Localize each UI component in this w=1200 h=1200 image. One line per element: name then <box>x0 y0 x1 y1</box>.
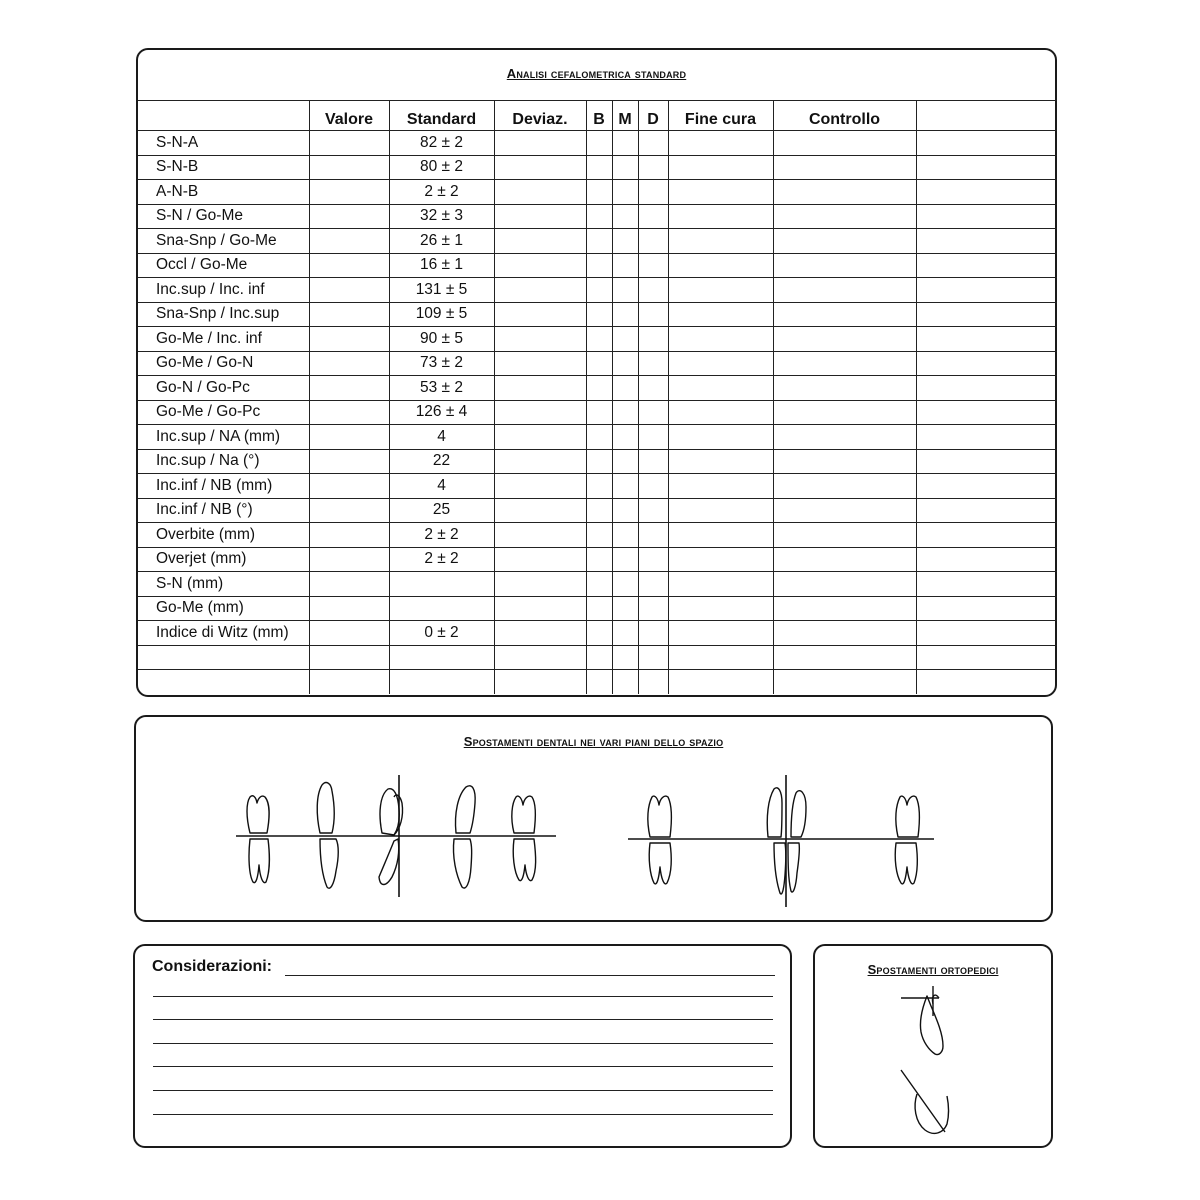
fine-cura-cell[interactable] <box>668 278 773 303</box>
extra-cell[interactable] <box>916 204 1057 229</box>
fine-cura-cell[interactable] <box>668 621 773 646</box>
fine-cura-cell[interactable] <box>668 376 773 401</box>
b-cell[interactable] <box>586 572 612 597</box>
standard-value: 22 <box>389 449 494 474</box>
d-cell[interactable] <box>638 621 668 646</box>
controllo-cell[interactable] <box>773 596 916 621</box>
m-cell[interactable] <box>612 351 638 376</box>
controllo-cell[interactable] <box>773 351 916 376</box>
m-cell[interactable] <box>612 278 638 303</box>
row-label: S-N-B <box>138 155 309 180</box>
table-row <box>138 155 1057 180</box>
teeth-diagram <box>136 717 1051 920</box>
extra-cell[interactable] <box>916 621 1057 646</box>
valore-cell[interactable] <box>309 229 389 254</box>
b-cell[interactable] <box>586 425 612 450</box>
deviaz-cell[interactable] <box>494 253 586 278</box>
deviaz-cell[interactable] <box>494 278 586 303</box>
table-row <box>138 229 1057 254</box>
fine-cura-cell[interactable] <box>668 670 773 694</box>
tooth-icon <box>895 796 919 884</box>
fine-cura-cell[interactable] <box>668 400 773 425</box>
extra-cell[interactable] <box>916 229 1057 254</box>
valore-cell[interactable] <box>309 596 389 621</box>
valore-cell[interactable] <box>309 474 389 499</box>
standard-value: 131 ± 5 <box>389 278 494 303</box>
d-cell[interactable] <box>638 425 668 450</box>
m-cell[interactable] <box>612 229 638 254</box>
header-fine-cura: Fine cura <box>668 101 773 131</box>
standard-value: 2 ± 2 <box>389 547 494 572</box>
valore-cell[interactable] <box>309 621 389 646</box>
b-cell[interactable] <box>586 596 612 621</box>
header-d: D <box>638 101 668 131</box>
fine-cura-cell[interactable] <box>668 302 773 327</box>
fine-cura-cell[interactable] <box>668 547 773 572</box>
valore-cell[interactable] <box>309 204 389 229</box>
m-cell[interactable] <box>612 327 638 352</box>
controllo-cell[interactable] <box>773 253 916 278</box>
writing-line[interactable] <box>285 975 775 976</box>
upper-tooth-icon <box>920 996 943 1055</box>
table-row <box>138 425 1057 450</box>
b-cell[interactable] <box>586 253 612 278</box>
controllo-cell[interactable] <box>773 645 916 670</box>
table-row <box>138 302 1057 327</box>
d-cell[interactable] <box>638 400 668 425</box>
valore-cell[interactable] <box>309 498 389 523</box>
orthopedic-diagram <box>815 946 1051 1146</box>
controllo-cell[interactable] <box>773 278 916 303</box>
deviaz-cell[interactable] <box>494 596 586 621</box>
header-valore: Valore <box>309 101 389 131</box>
b-cell[interactable] <box>586 523 612 548</box>
valore-cell[interactable] <box>309 180 389 205</box>
table-row <box>138 523 1057 548</box>
table-row <box>138 449 1057 474</box>
standard-value: 109 ± 5 <box>389 302 494 327</box>
d-cell[interactable] <box>638 645 668 670</box>
d-cell[interactable] <box>638 449 668 474</box>
table-row <box>138 474 1057 499</box>
deviaz-cell[interactable] <box>494 204 586 229</box>
row-label: Go-Me / Inc. inf <box>138 327 309 352</box>
fine-cura-cell[interactable] <box>668 204 773 229</box>
d-cell[interactable] <box>638 376 668 401</box>
d-cell[interactable] <box>638 180 668 205</box>
m-cell[interactable] <box>612 204 638 229</box>
deviaz-cell[interactable] <box>494 155 586 180</box>
writing-line[interactable] <box>153 1043 773 1044</box>
extra-cell[interactable] <box>916 425 1057 450</box>
deviaz-cell[interactable] <box>494 302 586 327</box>
fine-cura-cell[interactable] <box>668 498 773 523</box>
controllo-cell[interactable] <box>773 155 916 180</box>
b-cell[interactable] <box>586 229 612 254</box>
deviaz-cell[interactable] <box>494 523 586 548</box>
diagonal-line <box>901 1070 945 1132</box>
extra-cell[interactable] <box>916 645 1057 670</box>
standard-value: 26 ± 1 <box>389 229 494 254</box>
standard-value <box>389 670 494 694</box>
fine-cura-cell[interactable] <box>668 596 773 621</box>
spostamenti-ortopedici-panel <box>813 944 1053 1148</box>
extra-cell[interactable] <box>916 351 1057 376</box>
extra-cell[interactable] <box>916 449 1057 474</box>
controllo-cell[interactable] <box>773 621 916 646</box>
standard-value: 0 ± 2 <box>389 621 494 646</box>
standard-value: 2 ± 2 <box>389 523 494 548</box>
table-row <box>138 621 1057 646</box>
row-label: Go-Me / Go-N <box>138 351 309 376</box>
header-label <box>138 101 309 131</box>
controllo-cell[interactable] <box>773 376 916 401</box>
standard-value: 25 <box>389 498 494 523</box>
extra-cell[interactable] <box>916 572 1057 597</box>
b-cell[interactable] <box>586 547 612 572</box>
controllo-cell[interactable] <box>773 425 916 450</box>
controllo-cell[interactable] <box>773 474 916 499</box>
header-deviaz: Deviaz. <box>494 101 586 131</box>
deviaz-cell[interactable] <box>494 229 586 254</box>
row-label: Inc.inf / NB (°) <box>138 498 309 523</box>
controllo-cell[interactable] <box>773 449 916 474</box>
m-cell[interactable] <box>612 645 638 670</box>
table-row <box>138 572 1057 597</box>
spostamenti-dentali-title: Spostamenti dentali nei vari piani dello spazio <box>463 734 724 749</box>
b-cell[interactable] <box>586 180 612 205</box>
valore-cell[interactable] <box>309 302 389 327</box>
row-label: Sna-Snp / Inc.sup <box>138 302 309 327</box>
row-label: Occl / Go-Me <box>138 253 309 278</box>
m-cell[interactable] <box>612 253 638 278</box>
header-extra <box>916 101 1057 131</box>
row-label: Go-Me (mm) <box>138 596 309 621</box>
fine-cura-cell[interactable] <box>668 253 773 278</box>
row-label <box>138 645 309 670</box>
valore-cell[interactable] <box>309 131 389 156</box>
deviaz-cell[interactable] <box>494 400 586 425</box>
deviaz-cell[interactable] <box>494 351 586 376</box>
writing-line[interactable] <box>153 1066 773 1067</box>
analisi-cefalometrica-panel <box>136 48 1057 697</box>
d-cell[interactable] <box>638 155 668 180</box>
b-cell[interactable] <box>586 131 612 156</box>
m-cell[interactable] <box>612 498 638 523</box>
spostamenti-ortopedici-title: Spostamenti ortopedici <box>867 962 999 977</box>
extra-cell[interactable] <box>916 596 1057 621</box>
deviaz-cell[interactable] <box>494 376 586 401</box>
controllo-cell[interactable] <box>773 498 916 523</box>
extra-cell[interactable] <box>916 131 1057 156</box>
table-row <box>138 278 1057 303</box>
m-cell[interactable] <box>612 449 638 474</box>
standard-value: 82 ± 2 <box>389 131 494 156</box>
valore-cell[interactable] <box>309 351 389 376</box>
row-label: Inc.sup / NA (mm) <box>138 425 309 450</box>
table-row <box>138 131 1057 156</box>
table-row <box>138 645 1057 670</box>
valore-cell[interactable] <box>309 645 389 670</box>
controllo-cell[interactable] <box>773 547 916 572</box>
d-cell[interactable] <box>638 302 668 327</box>
standard-value: 126 ± 4 <box>389 400 494 425</box>
table-row <box>138 204 1057 229</box>
fine-cura-cell[interactable] <box>668 474 773 499</box>
extra-cell[interactable] <box>916 278 1057 303</box>
considerazioni-label: Considerazioni: <box>152 958 273 975</box>
writing-line[interactable] <box>153 1090 773 1091</box>
table-row <box>138 351 1057 376</box>
standard-value: 4 <box>389 474 494 499</box>
m-cell[interactable] <box>612 376 638 401</box>
deviaz-cell[interactable] <box>494 572 586 597</box>
valore-cell[interactable] <box>309 278 389 303</box>
fine-cura-cell[interactable] <box>668 425 773 450</box>
extra-cell[interactable] <box>916 327 1057 352</box>
deviaz-cell[interactable] <box>494 180 586 205</box>
deviaz-cell[interactable] <box>494 131 586 156</box>
row-label: Indice di Witz (mm) <box>138 621 309 646</box>
valore-cell[interactable] <box>309 155 389 180</box>
b-cell[interactable] <box>586 474 612 499</box>
writing-line[interactable] <box>153 1019 773 1020</box>
d-cell[interactable] <box>638 596 668 621</box>
row-label: A-N-B <box>138 180 309 205</box>
m-cell[interactable] <box>612 400 638 425</box>
table-row <box>138 596 1057 621</box>
m-cell[interactable] <box>612 547 638 572</box>
controllo-cell[interactable] <box>773 180 916 205</box>
standard-value: 2 ± 2 <box>389 180 494 205</box>
considerazioni-panel <box>133 944 792 1148</box>
tooth-icon <box>648 796 671 884</box>
d-cell[interactable] <box>638 523 668 548</box>
extra-cell[interactable] <box>916 523 1057 548</box>
fine-cura-cell[interactable] <box>668 229 773 254</box>
valore-cell[interactable] <box>309 449 389 474</box>
m-cell[interactable] <box>612 302 638 327</box>
extra-cell[interactable] <box>916 498 1057 523</box>
d-cell[interactable] <box>638 572 668 597</box>
d-cell[interactable] <box>638 278 668 303</box>
deviaz-cell[interactable] <box>494 645 586 670</box>
tooth-icon <box>453 786 475 888</box>
extra-cell[interactable] <box>916 155 1057 180</box>
valore-cell[interactable] <box>309 376 389 401</box>
deviaz-cell[interactable] <box>494 621 586 646</box>
fine-cura-cell[interactable] <box>668 155 773 180</box>
controllo-cell[interactable] <box>773 670 916 694</box>
valore-cell[interactable] <box>309 547 389 572</box>
b-cell[interactable] <box>586 155 612 180</box>
controllo-cell[interactable] <box>773 302 916 327</box>
extra-cell[interactable] <box>916 253 1057 278</box>
d-cell[interactable] <box>638 547 668 572</box>
valore-cell[interactable] <box>309 670 389 694</box>
standard-value: 73 ± 2 <box>389 351 494 376</box>
b-cell[interactable] <box>586 400 612 425</box>
extra-cell[interactable] <box>916 400 1057 425</box>
d-cell[interactable] <box>638 253 668 278</box>
m-cell[interactable] <box>612 425 638 450</box>
fine-cura-cell[interactable] <box>668 572 773 597</box>
d-cell[interactable] <box>638 351 668 376</box>
controllo-cell[interactable] <box>773 204 916 229</box>
extra-cell[interactable] <box>916 376 1057 401</box>
fine-cura-cell[interactable] <box>668 131 773 156</box>
row-label: Sna-Snp / Go-Me <box>138 229 309 254</box>
valore-cell[interactable] <box>309 523 389 548</box>
table-row <box>138 670 1057 694</box>
standard-value: 32 ± 3 <box>389 204 494 229</box>
extra-cell[interactable] <box>916 547 1057 572</box>
table-row <box>138 327 1057 352</box>
m-cell[interactable] <box>612 572 638 597</box>
b-cell[interactable] <box>586 670 612 694</box>
row-label: Overjet (mm) <box>138 547 309 572</box>
extra-cell[interactable] <box>916 670 1057 694</box>
table-row <box>138 498 1057 523</box>
m-cell[interactable] <box>612 474 638 499</box>
table-row <box>138 180 1057 205</box>
row-label: Go-Me / Go-Pc <box>138 400 309 425</box>
row-label: S-N-A <box>138 131 309 156</box>
spostamenti-dentali-panel <box>134 715 1053 922</box>
extra-cell[interactable] <box>916 302 1057 327</box>
row-label: Overbite (mm) <box>138 523 309 548</box>
row-label: Go-N / Go-Pc <box>138 376 309 401</box>
header-controllo: Controllo <box>773 101 916 131</box>
controllo-cell[interactable] <box>773 572 916 597</box>
standard-value: 53 ± 2 <box>389 376 494 401</box>
m-cell[interactable] <box>612 621 638 646</box>
d-cell[interactable] <box>638 204 668 229</box>
b-cell[interactable] <box>586 621 612 646</box>
m-cell[interactable] <box>612 670 638 694</box>
row-label <box>138 670 309 694</box>
row-label: S-N (mm) <box>138 572 309 597</box>
row-label: Inc.sup / Inc. inf <box>138 278 309 303</box>
extra-cell[interactable] <box>916 180 1057 205</box>
deviaz-cell[interactable] <box>494 670 586 694</box>
controllo-cell[interactable] <box>773 523 916 548</box>
b-cell[interactable] <box>586 376 612 401</box>
b-cell[interactable] <box>586 302 612 327</box>
valore-cell[interactable] <box>309 425 389 450</box>
standard-value <box>389 645 494 670</box>
extra-cell[interactable] <box>916 474 1057 499</box>
fine-cura-cell[interactable] <box>668 449 773 474</box>
table-row <box>138 400 1057 425</box>
m-cell[interactable] <box>612 131 638 156</box>
fine-cura-cell[interactable] <box>668 645 773 670</box>
cefalometric-table <box>138 100 1057 694</box>
standard-value: 90 ± 5 <box>389 327 494 352</box>
table-row <box>138 376 1057 401</box>
row-label: Inc.inf / NB (mm) <box>138 474 309 499</box>
header-standard: Standard <box>389 101 494 131</box>
standard-value <box>389 596 494 621</box>
header-b: B <box>586 101 612 131</box>
m-cell[interactable] <box>612 180 638 205</box>
table-row <box>138 253 1057 278</box>
writing-line[interactable] <box>153 996 773 997</box>
d-cell[interactable] <box>638 229 668 254</box>
deviaz-cell[interactable] <box>494 327 586 352</box>
deviaz-cell[interactable] <box>494 425 586 450</box>
d-cell[interactable] <box>638 670 668 694</box>
fine-cura-cell[interactable] <box>668 351 773 376</box>
b-cell[interactable] <box>586 204 612 229</box>
b-cell[interactable] <box>586 351 612 376</box>
analisi-title: Analisi cefalometrica standard <box>506 66 687 81</box>
b-cell[interactable] <box>586 327 612 352</box>
deviaz-cell[interactable] <box>494 547 586 572</box>
writing-line[interactable] <box>153 1114 773 1115</box>
fine-cura-cell[interactable] <box>668 327 773 352</box>
d-cell[interactable] <box>638 131 668 156</box>
tooth-icon <box>247 796 269 883</box>
row-label: Inc.sup / Na (°) <box>138 449 309 474</box>
m-cell[interactable] <box>612 596 638 621</box>
tooth-icon <box>512 796 536 881</box>
standard-value: 16 ± 1 <box>389 253 494 278</box>
table-header-row <box>138 101 1057 131</box>
m-cell[interactable] <box>612 523 638 548</box>
valore-cell[interactable] <box>309 253 389 278</box>
valore-cell[interactable] <box>309 327 389 352</box>
deviaz-cell[interactable] <box>494 474 586 499</box>
b-cell[interactable] <box>586 645 612 670</box>
valore-cell[interactable] <box>309 572 389 597</box>
controllo-cell[interactable] <box>773 327 916 352</box>
standard-value: 4 <box>389 425 494 450</box>
d-cell[interactable] <box>638 327 668 352</box>
valore-cell[interactable] <box>309 400 389 425</box>
b-cell[interactable] <box>586 498 612 523</box>
deviaz-cell[interactable] <box>494 498 586 523</box>
m-cell[interactable] <box>612 155 638 180</box>
b-cell[interactable] <box>586 278 612 303</box>
fine-cura-cell[interactable] <box>668 523 773 548</box>
controllo-cell[interactable] <box>773 131 916 156</box>
d-cell[interactable] <box>638 474 668 499</box>
standard-value <box>389 572 494 597</box>
fine-cura-cell[interactable] <box>668 180 773 205</box>
table-row <box>138 547 1057 572</box>
controllo-cell[interactable] <box>773 400 916 425</box>
header-m: M <box>612 101 638 131</box>
controllo-cell[interactable] <box>773 229 916 254</box>
b-cell[interactable] <box>586 449 612 474</box>
row-label: S-N / Go-Me <box>138 204 309 229</box>
deviaz-cell[interactable] <box>494 449 586 474</box>
d-cell[interactable] <box>638 498 668 523</box>
standard-value: 80 ± 2 <box>389 155 494 180</box>
